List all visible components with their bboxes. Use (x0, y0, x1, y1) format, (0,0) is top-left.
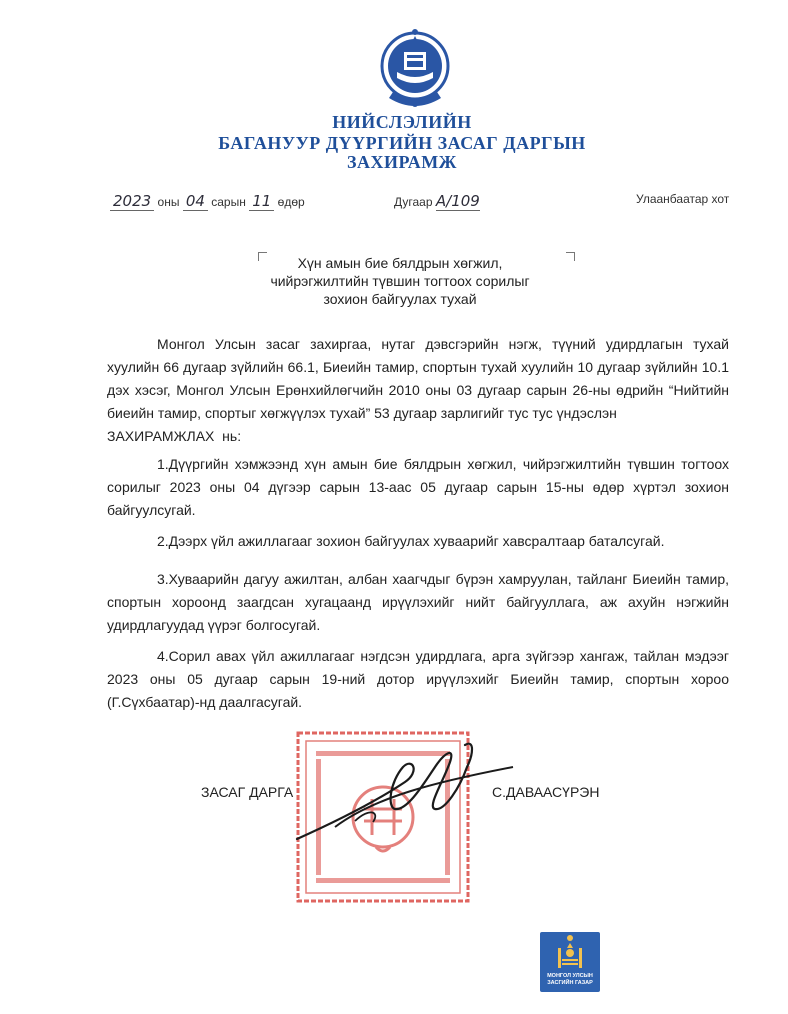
date-month-suffix: сарын (211, 195, 246, 209)
decree-item-3: 3.Хуваарийн дагуу ажилтан, албан хаагчдыг бүрэн хамруулан, тайланг Биеийн тамир, спортын хороонд заагдсан хугацаанд ирүүлэхийг нийт байгууллага, аж ахуйн нэгжийн удирдлагуудад үүрэг болгосугай. (107, 571, 729, 633)
number-line (394, 192, 480, 211)
date-day-suffix: өдөр (277, 195, 305, 209)
date-month: 04 (183, 192, 208, 211)
handwritten-signature (295, 727, 515, 847)
signatory-name: С.ДАВААСҮРЭН (492, 784, 600, 800)
date-line (110, 192, 305, 211)
subject-line-2: чийрэгжилтийн түвшин тогтоох сорилыг (270, 273, 530, 289)
subject (200, 254, 600, 308)
decree-item-2: 2.Дээрх үйл ажиллагааг зохион байгуулах хуваарийг хавсралтаар баталсугай. (157, 533, 665, 549)
intro-text: Монгол Улсын засаг захиргаа, нутаг дэвсгэрийн нэгж, түүний удирдлагын тухай хуулийн 66 дугаар зүйлийн 66.1, Биеийн тамир, спортын тухай хуулийн 10 дугаар зүйлийн 10.1 дэх хэсэг, Монгол Улсын Ерөнхийлөгчийн 2010 оны 03 дугаар сарын 26-ны өдрийн “Нийтийн биеийн тамир, спортыг хөгжүүлэх тухай” 53 дугаар зарлигийг тус тус үндэслэн (107, 336, 729, 421)
city: Улаанбаатар хот (636, 192, 730, 206)
soyombo-icon (540, 932, 600, 974)
decree-item-4: 4.Сорил авах үйл ажиллагааг нэгдсэн удирдлага, арга зүйгээр хангаж, тайлан мэдээг 2023 оны 05 дугаар сарын 19-ний дотор ирүүлэхийг Биеийн тамир, спортын хороо (Г.Сүхбаатар)-нд даалгасугай. (107, 648, 729, 710)
issuer-line-1: НИЙСЛЭЛИЙН (332, 112, 472, 132)
date-year: 2023 (110, 192, 154, 211)
intro-keyword: ЗАХИРАМЖЛАХ (107, 428, 215, 444)
subject-line-3: зохион байгуулах тухай (323, 291, 477, 307)
date-day: 11 (249, 192, 274, 211)
mongolia-state-emblem-icon (379, 26, 451, 110)
subject-line-1: Хүн амын бие бялдрын хөгжил, (297, 255, 503, 271)
decree-item-1: 1.Дүүргийн хэмжээнд хүн амын бие бялдрын хөгжил, чийрэгжилтийн түвшин тогтоох сорилыг 2023 оны 04 дүгээр сарын 13-аас 05 дугаар сарын 15-ны өдөр хүртэл зохион байгуулсугай. (107, 456, 729, 518)
intro-end: нь: (222, 428, 242, 444)
document-type: ЗАХИРАМЖ (347, 152, 457, 172)
issuer-line-2: БАГАНУУР ДҮҮРГИЙН ЗАСАГ ДАРГЫН (218, 133, 586, 153)
number-label: Дугаар (394, 195, 433, 209)
badge-line-1: МОНГОЛ УЛСЫН (547, 973, 593, 979)
badge-text (540, 973, 600, 986)
document-number: А/109 (435, 192, 480, 210)
date-year-suffix: оны (157, 195, 180, 209)
government-badge (540, 932, 600, 992)
signatory-title: ЗАСАГ ДАРГА (201, 784, 294, 800)
intro-paragraph (107, 333, 729, 448)
badge-line-2: ЗАСГИЙН ГАЗАР (547, 979, 593, 986)
